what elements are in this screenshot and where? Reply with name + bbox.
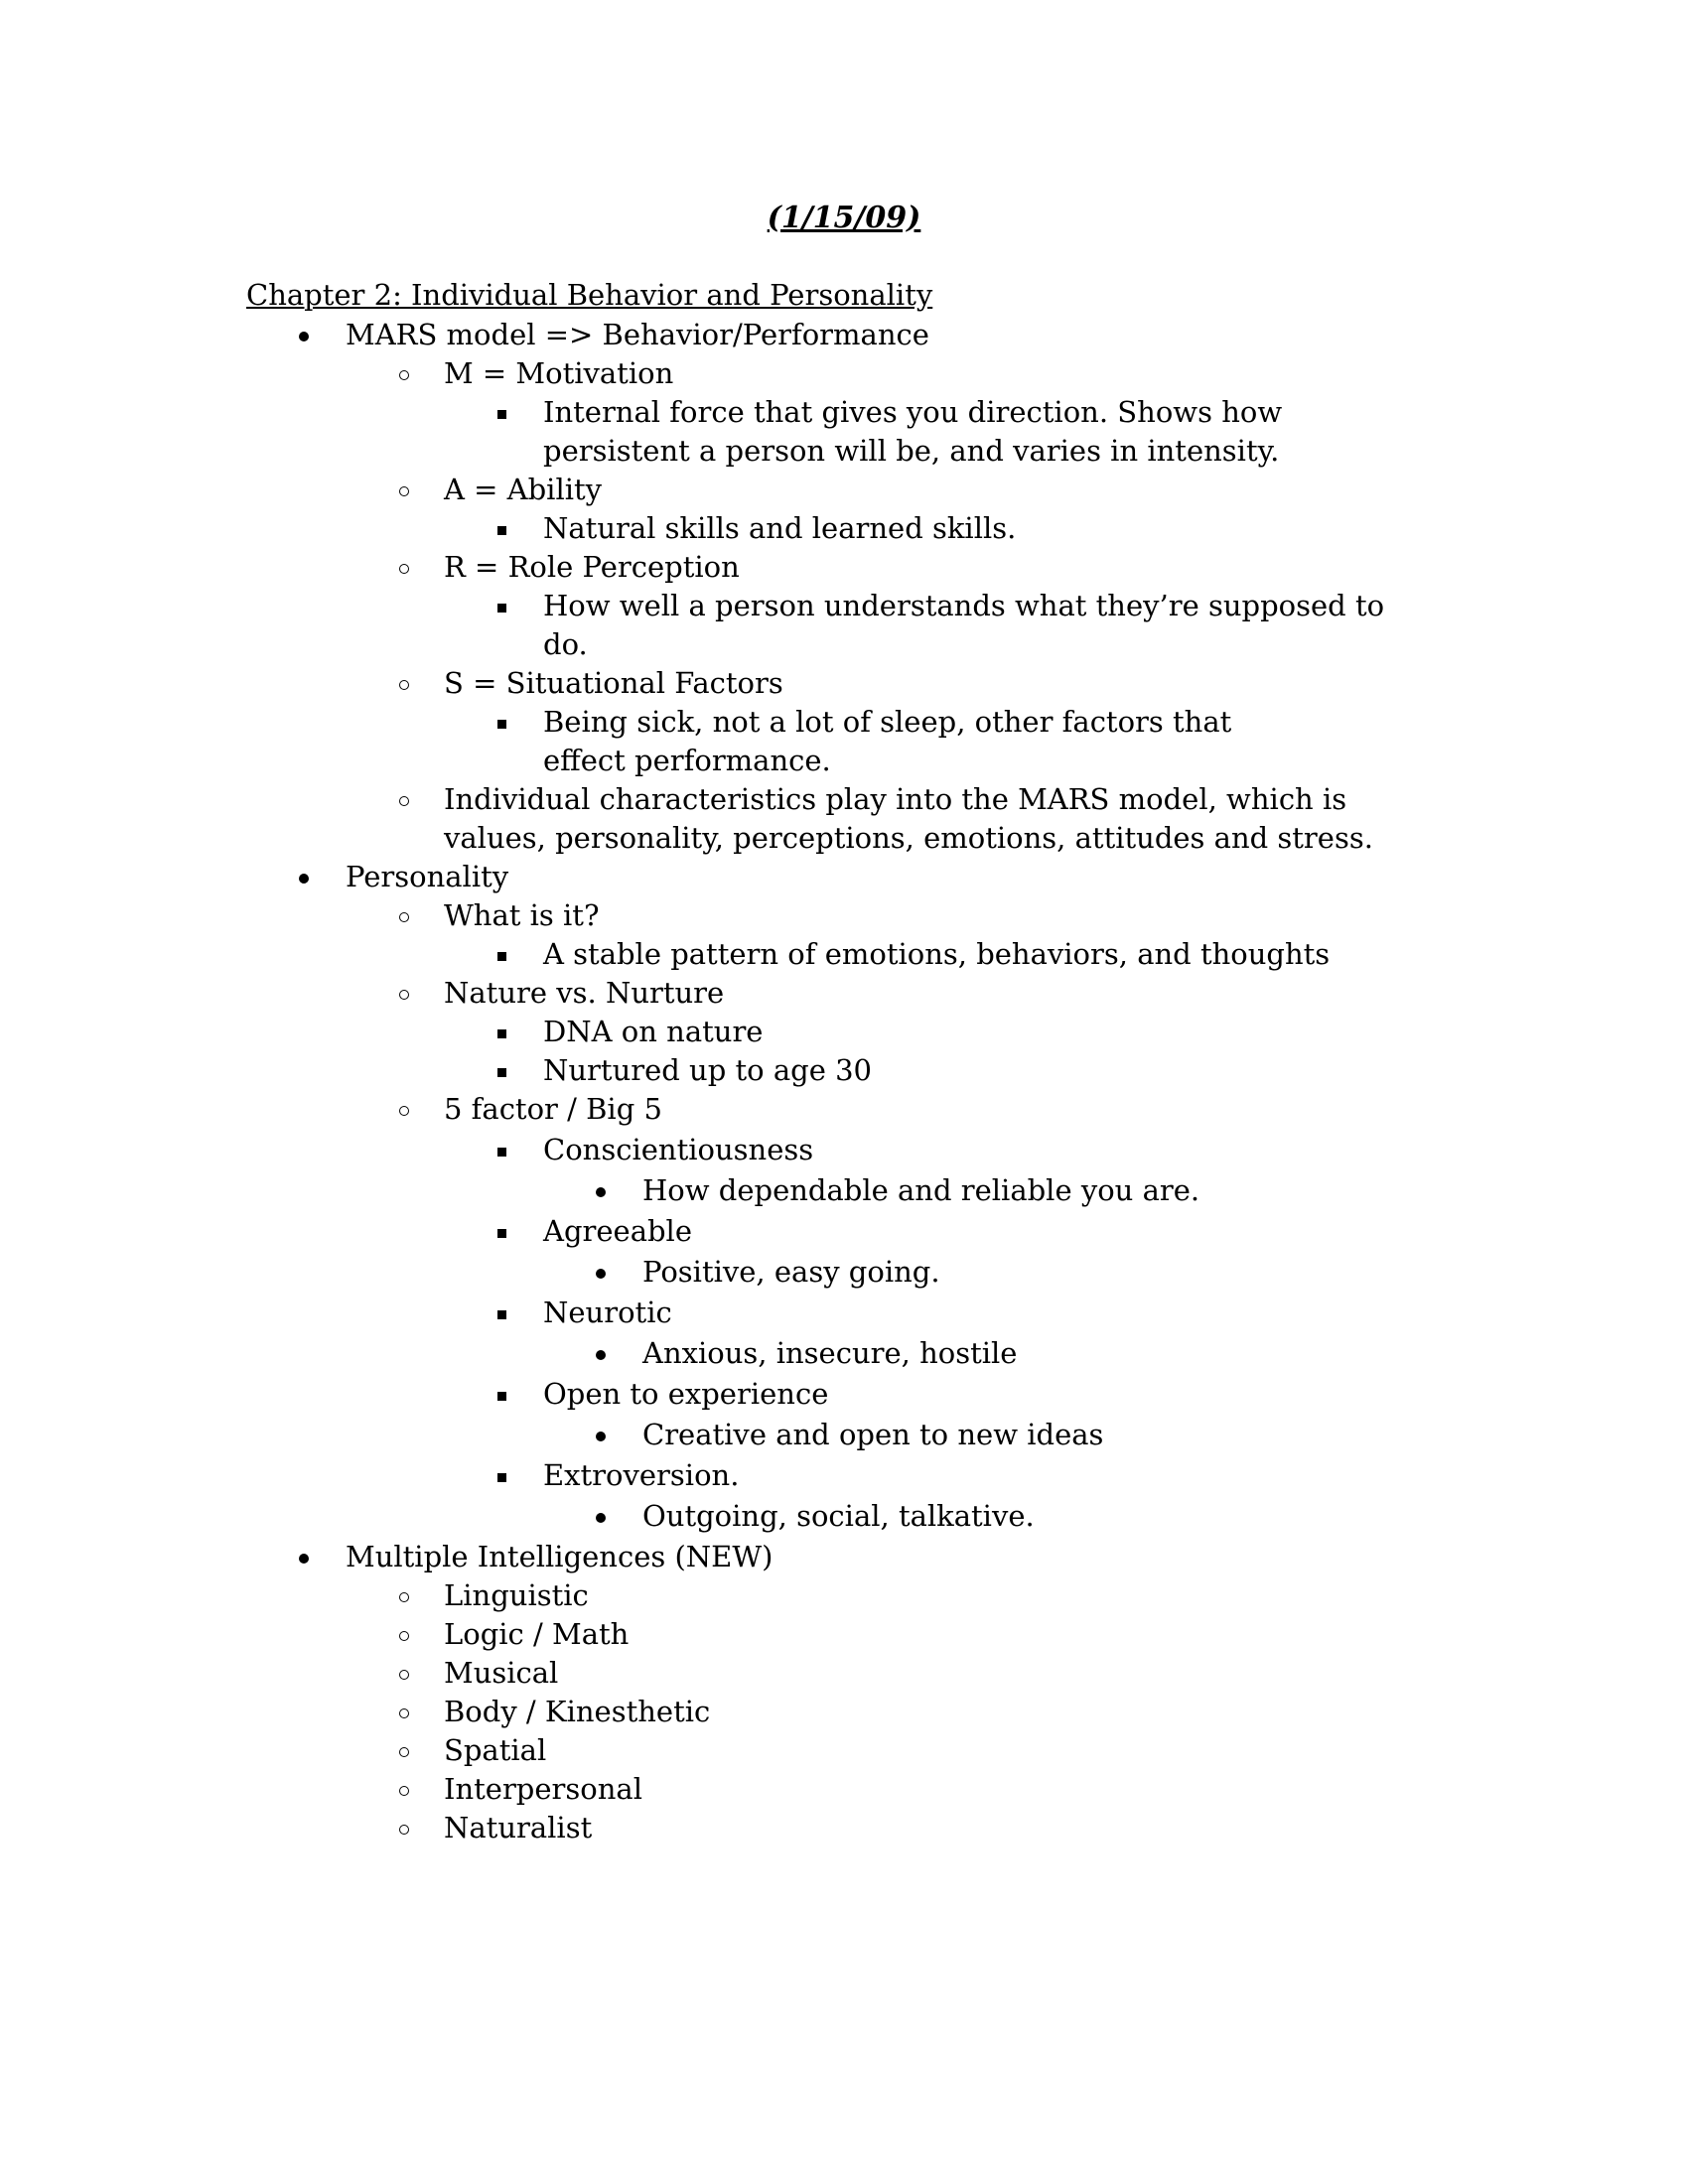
bullet-circle-icon (391, 1770, 417, 1809)
notes-outline (0, 316, 1688, 1847)
outline-text: Logic / Math (444, 1617, 630, 1651)
outline-text: Being sick, not a lot of sleep, other factors that effect performance. (543, 705, 1232, 777)
outline-text: Anxious, insecure, hostile (642, 1336, 1018, 1370)
outline-text: Neurotic (543, 1296, 672, 1329)
outline-text: Nurtured up to age 30 (543, 1053, 872, 1087)
outline-item-what-detail (0, 935, 1688, 974)
outline-text: Internal force that gives you direction. Shows how persistent a person will be, and varies in intensity. (543, 395, 1283, 468)
outline-text: Body / Kinesthetic (444, 1695, 711, 1728)
intelligence-item (0, 1615, 1688, 1654)
outline-item-m-detail (0, 393, 1688, 471)
outline-text: Natural skills and learned skills. (543, 511, 1017, 545)
outline-item-r-detail (0, 587, 1688, 664)
bullet-dot-icon (291, 316, 317, 354)
outline-text: Multiple Intelligences (NEW) (346, 1540, 774, 1573)
big5-factor (0, 1375, 1688, 1414)
outline-item-a (0, 471, 1688, 509)
bullet-circle-icon (391, 896, 417, 935)
outline-text: Individual characteristics play into the MARS model, which is values, personality, perceptions, emotions, attitudes and stress. (444, 782, 1373, 855)
outline-item-individual (0, 780, 1688, 858)
outline-text: Musical (444, 1656, 559, 1690)
outline-text: Positive, easy going. (642, 1255, 940, 1289)
bullet-dot-icon (588, 1497, 614, 1536)
outline-text: Nature vs. Nurture (444, 976, 725, 1010)
outline-item-a-detail (0, 509, 1688, 548)
bullet-circle-icon (391, 1731, 417, 1770)
outline-item-m (0, 354, 1688, 393)
outline-text: S = Situational Factors (444, 666, 783, 700)
bullet-square-icon (489, 703, 514, 742)
bullet-circle-icon (391, 780, 417, 819)
outline-text: Conscientiousness (543, 1133, 814, 1166)
outline-text: A stable pattern of emotions, behaviors, and thoughts (543, 937, 1331, 971)
outline-text: 5 factor / Big 5 (444, 1092, 662, 1126)
intelligence-item (0, 1770, 1688, 1809)
intelligence-item (0, 1809, 1688, 1847)
intelligence-item (0, 1576, 1688, 1615)
bullet-dot-icon (291, 1538, 317, 1576)
chapter-title: Chapter 2: Individual Behavior and Personality (246, 278, 933, 312)
bullet-square-icon (489, 1456, 514, 1495)
bullet-square-icon (489, 587, 514, 625)
outline-text: Spatial (444, 1733, 547, 1767)
outline-text: A = Ability (444, 473, 603, 506)
outline-text: M = Motivation (444, 356, 674, 390)
date-heading: (1/15/09) (767, 201, 921, 235)
bullet-square-icon (489, 1013, 514, 1051)
bullet-circle-icon (391, 974, 417, 1013)
outline-item-r (0, 548, 1688, 587)
outline-item-personality (0, 858, 1688, 896)
bullet-circle-icon (391, 1654, 417, 1693)
outline-item-nature-nurtured (0, 1051, 1688, 1090)
outline-text: Open to experience (543, 1377, 829, 1411)
outline-item-big5 (0, 1090, 1688, 1129)
bullet-circle-icon (391, 354, 417, 393)
outline-text: How dependable and reliable you are. (642, 1173, 1200, 1207)
big5-factor-desc (0, 1253, 1688, 1292)
outline-text: DNA on nature (543, 1015, 764, 1048)
bullet-circle-icon (391, 664, 417, 703)
bullet-dot-icon (588, 1253, 614, 1292)
bullet-circle-icon (391, 548, 417, 587)
outline-text: Personality (346, 860, 509, 893)
big5-factor (0, 1294, 1688, 1332)
bullet-square-icon (489, 1051, 514, 1090)
bullet-square-icon (489, 1131, 514, 1169)
outline-text: MARS model => Behavior/Performance (346, 318, 929, 351)
big5-factor (0, 1456, 1688, 1495)
bullet-circle-icon (391, 1576, 417, 1615)
bullet-circle-icon (391, 471, 417, 509)
outline-item-nature-dna (0, 1013, 1688, 1051)
big5-factor-desc (0, 1334, 1688, 1373)
bullet-circle-icon (391, 1693, 417, 1731)
outline-item-what (0, 896, 1688, 935)
outline-item-s (0, 664, 1688, 703)
outline-text: Agreeable (543, 1214, 692, 1248)
bullet-dot-icon (588, 1334, 614, 1373)
bullet-dot-icon (291, 858, 317, 896)
outline-item-s-detail (0, 703, 1688, 780)
outline-text: Naturalist (444, 1811, 593, 1844)
outline-text: Outgoing, social, talkative. (642, 1499, 1035, 1533)
outline-text: How well a person understands what they’re supposed to do. (543, 589, 1385, 661)
bullet-circle-icon (391, 1090, 417, 1129)
bullet-square-icon (489, 1375, 514, 1414)
outline-text: What is it? (444, 898, 600, 932)
bullet-square-icon (489, 1294, 514, 1332)
big5-factor-desc (0, 1416, 1688, 1454)
bullet-square-icon (489, 935, 514, 974)
bullet-circle-icon (391, 1809, 417, 1847)
big5-factor (0, 1131, 1688, 1169)
outline-text: Interpersonal (444, 1772, 642, 1806)
big5-factor (0, 1212, 1688, 1251)
bullet-square-icon (489, 509, 514, 548)
bullet-square-icon (489, 393, 514, 432)
big5-factor-desc (0, 1171, 1688, 1210)
intelligence-item (0, 1693, 1688, 1731)
outline-item-intelligences (0, 1538, 1688, 1576)
bullet-dot-icon (588, 1416, 614, 1454)
outline-text: Creative and open to new ideas (642, 1418, 1104, 1451)
intelligence-item (0, 1654, 1688, 1693)
outline-item-mars (0, 316, 1688, 354)
outline-text: Linguistic (444, 1578, 589, 1612)
bullet-circle-icon (391, 1615, 417, 1654)
outline-text: Extroversion. (543, 1458, 740, 1492)
outline-text: R = Role Perception (444, 550, 740, 584)
intelligence-item (0, 1731, 1688, 1770)
outline-item-nature (0, 974, 1688, 1013)
bullet-dot-icon (588, 1171, 614, 1210)
bullet-square-icon (489, 1212, 514, 1251)
big5-factor-desc (0, 1497, 1688, 1536)
